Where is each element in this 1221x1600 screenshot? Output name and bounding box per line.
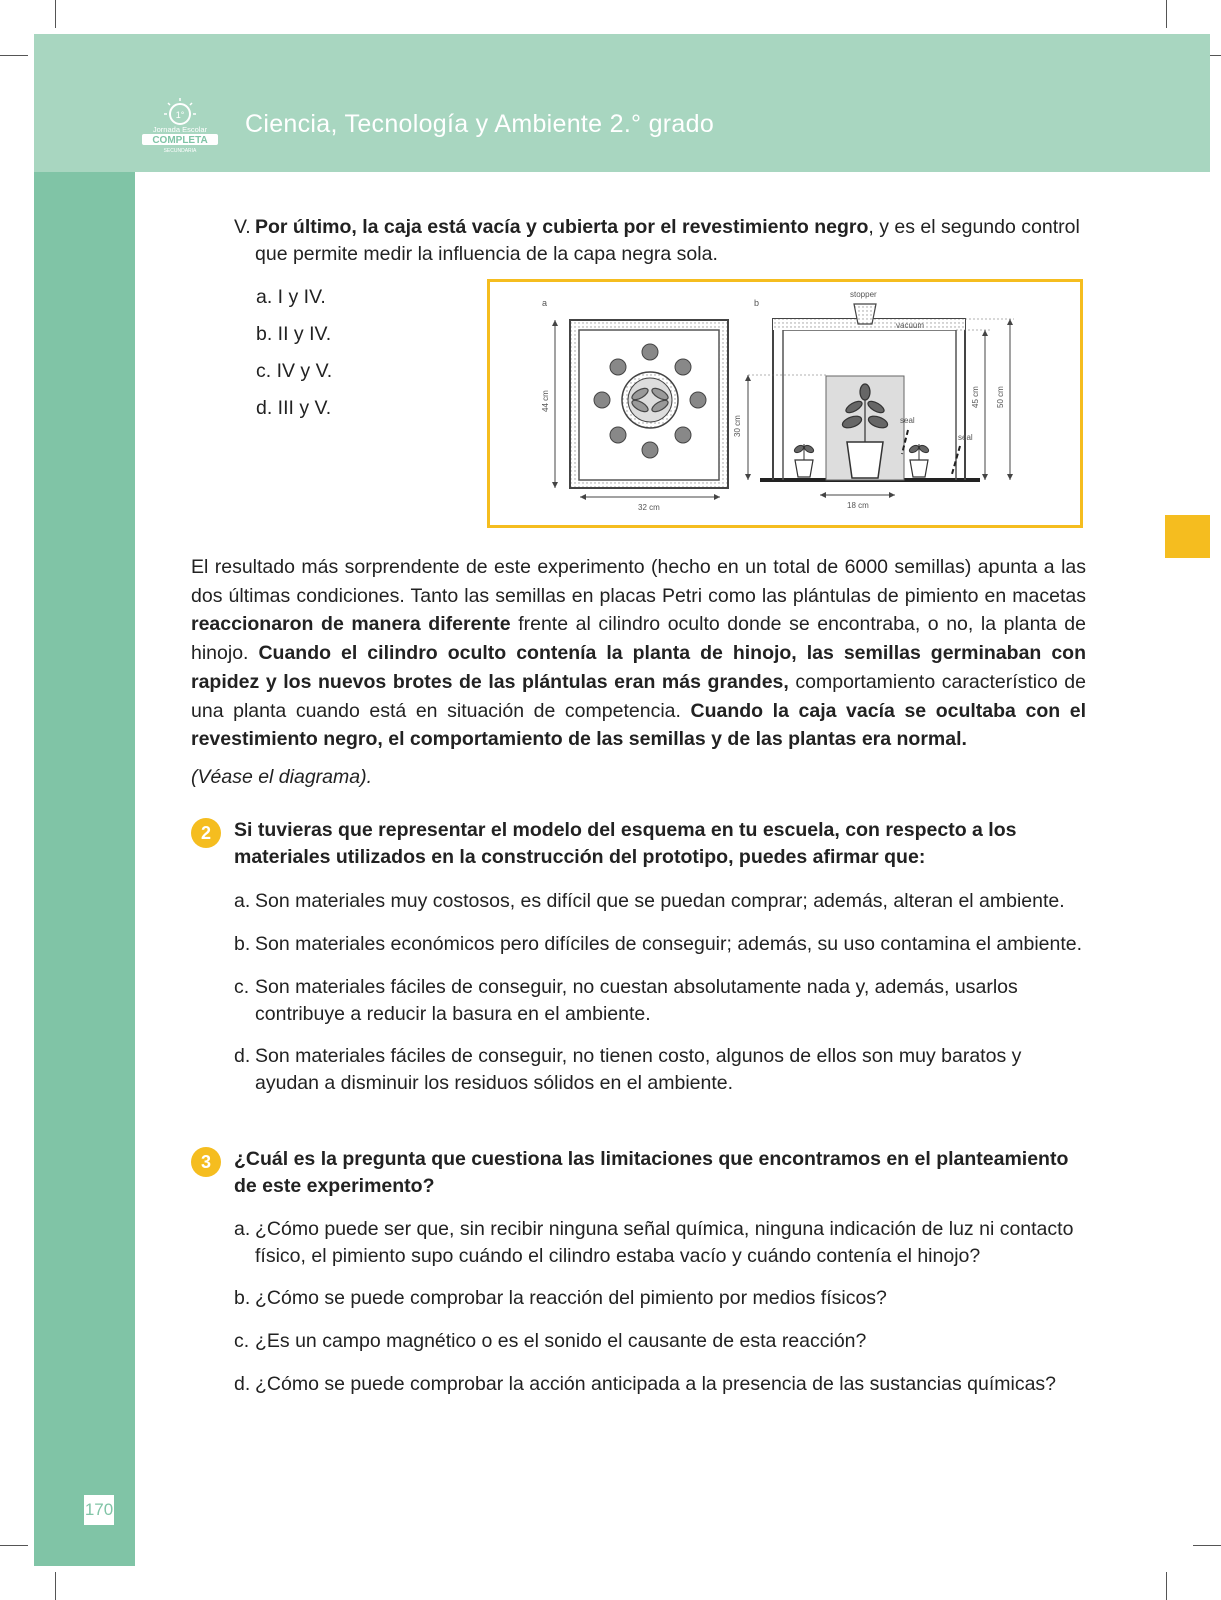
dim-18: 18 cm [847,501,869,510]
option-label: a. [234,1218,251,1240]
dim-30: 30 cm [733,415,742,437]
option-label: c. [234,1330,250,1352]
dim-44: 44 cm [541,390,550,412]
seal-label-1: seal [900,416,915,425]
option-text: Son materiales fáciles de conseguir, no tienen costo, algunos de ellos son muy baratos y ayudan a disminuir los residuos sólidos en el ambiente. [255,1045,1022,1094]
crop-mark [0,55,28,56]
option-label: d. [234,1373,251,1395]
answer-option-d[interactable]: d. III y V. [256,397,332,419]
stopper [854,304,876,324]
stopper-label: stopper [850,290,877,299]
results-paragraph [191,553,1086,754]
answer-option-c[interactable]: c. IV y V. [256,360,333,382]
pepper-pot-right [910,460,928,477]
option-text: ¿Cómo puede ser que, sin recibir ninguna señal química, ninguna indicación de luz ni contacto físico, el pimiento supo cuándo el cilindro estaba vacío y cuándo contenía el hinojo? [255,1218,1074,1267]
statement-rest: , y es el segundo control que permite medir la influencia de la capa negra sola. [255,216,1080,265]
option-text: ¿Cómo se puede comprobar la reacción del pimiento por medios físicos? [255,1287,887,1309]
diagram-note: (Véase el diagrama). [191,766,373,788]
statement-label: V. [234,216,251,238]
question-number-badge: 2 [191,818,221,848]
dim-45: 45 cm [971,386,980,408]
option-label: c. [234,976,250,998]
option-text: Son materiales fáciles de conseguir, no cuestan absolutamente nada y, además, usarlos contribuye a reducir la basura en el ambiente. [255,976,1018,1025]
option-text: Son materiales muy costosos, es difícil que se puedan comprar; además, alteran el ambiente. [255,890,1065,912]
crop-mark [0,1545,28,1546]
question-2-text: Si tuvieras que representar el modelo del esquema en tu escuela, con respecto a los materiales utilizados en la construcción del prototipo, puedes afirmar que: [234,819,1017,868]
para-text-3: comportamiento característico de una planta cuando está en situación de competencia. [191,670,1086,722]
left-sidebar-band [34,172,135,1566]
statement-text [255,214,1086,268]
para-bold-3: Cuando la caja vacía se ocultaba con el revestimiento negro, el comportamiento de las semillas y de las plantas era normal. [191,699,1087,751]
jornada-escolar-logo [140,96,220,156]
diagram-svg [490,282,1080,525]
page-number: 170 [84,1495,114,1525]
svg-text:SECUNDARIA: SECUNDARIA [163,148,197,154]
para-text-1: El resultado más sorprendente de este experimento (hecho en un total de 6000 semillas) apunta a las dos últimas condiciones. Tanto las semillas en placas Petri como las plántulas de pimiento en macetas [191,556,1086,607]
crop-mark [55,1572,56,1600]
option-label: b. [234,933,251,955]
crop-mark [1193,1545,1221,1546]
option-text: ¿Es un campo magnético o es el sonido el causante de esta reacción? [255,1330,867,1352]
option-text: Son materiales económicos pero difíciles de conseguir; además, su uso contamina el ambiente. [255,933,1083,955]
answer-option-b[interactable]: b. II y IV. [256,323,332,345]
para-bold-1: reaccionaron de manera diferente [191,613,511,636]
option-label: a. [234,890,251,912]
svg-text:COMPLETA: COMPLETA [152,135,208,146]
dim-50: 50 cm [996,386,1005,408]
option-label: b. [234,1287,251,1309]
header-title: Ciencia, Tecnología y Ambiente 2.° grado [245,110,715,138]
pepper-pot-left [795,460,813,477]
answer-option-a[interactable]: a. I y IV. [256,286,326,308]
crop-mark [55,0,56,28]
fennel-pot [847,442,883,478]
svg-text:Jornada Escolar: Jornada Escolar [152,125,208,134]
question-number-badge: 3 [191,1147,221,1177]
dim-32: 32 cm [638,503,660,512]
diagram-label-b: b [754,298,760,308]
svg-text:1°: 1° [175,110,185,120]
para-text-2: frente al cilindro oculto donde se encontraba, o no, la planta de hinojo. [191,613,1086,665]
crop-mark [1166,1572,1167,1600]
crop-mark [1166,0,1167,28]
diagram-label-a: a [542,298,548,308]
section-tab-marker [1165,515,1210,558]
seal-label-2: seal [958,433,973,442]
question-3-text: ¿Cuál es la pregunta que cuestiona las limitaciones que encontramos en el planteamiento de este experimento? [234,1148,1069,1197]
statement-bold: Por último, la caja está vacía y cubierta por el revestimiento negro [255,216,869,238]
para-bold-2: Cuando el cilindro oculto contenía la planta de hinojo, las semillas germinaban con rapidez y los nuevos brotes de las plántulas eran más grandes, [191,642,1086,693]
experiment-diagram [487,279,1083,528]
option-label: d. [234,1045,251,1067]
option-text: ¿Cómo se puede comprobar la acción anticipada a la presencia de las sustancias químicas? [255,1373,1057,1395]
vacuum-label: vacuum [896,321,925,330]
